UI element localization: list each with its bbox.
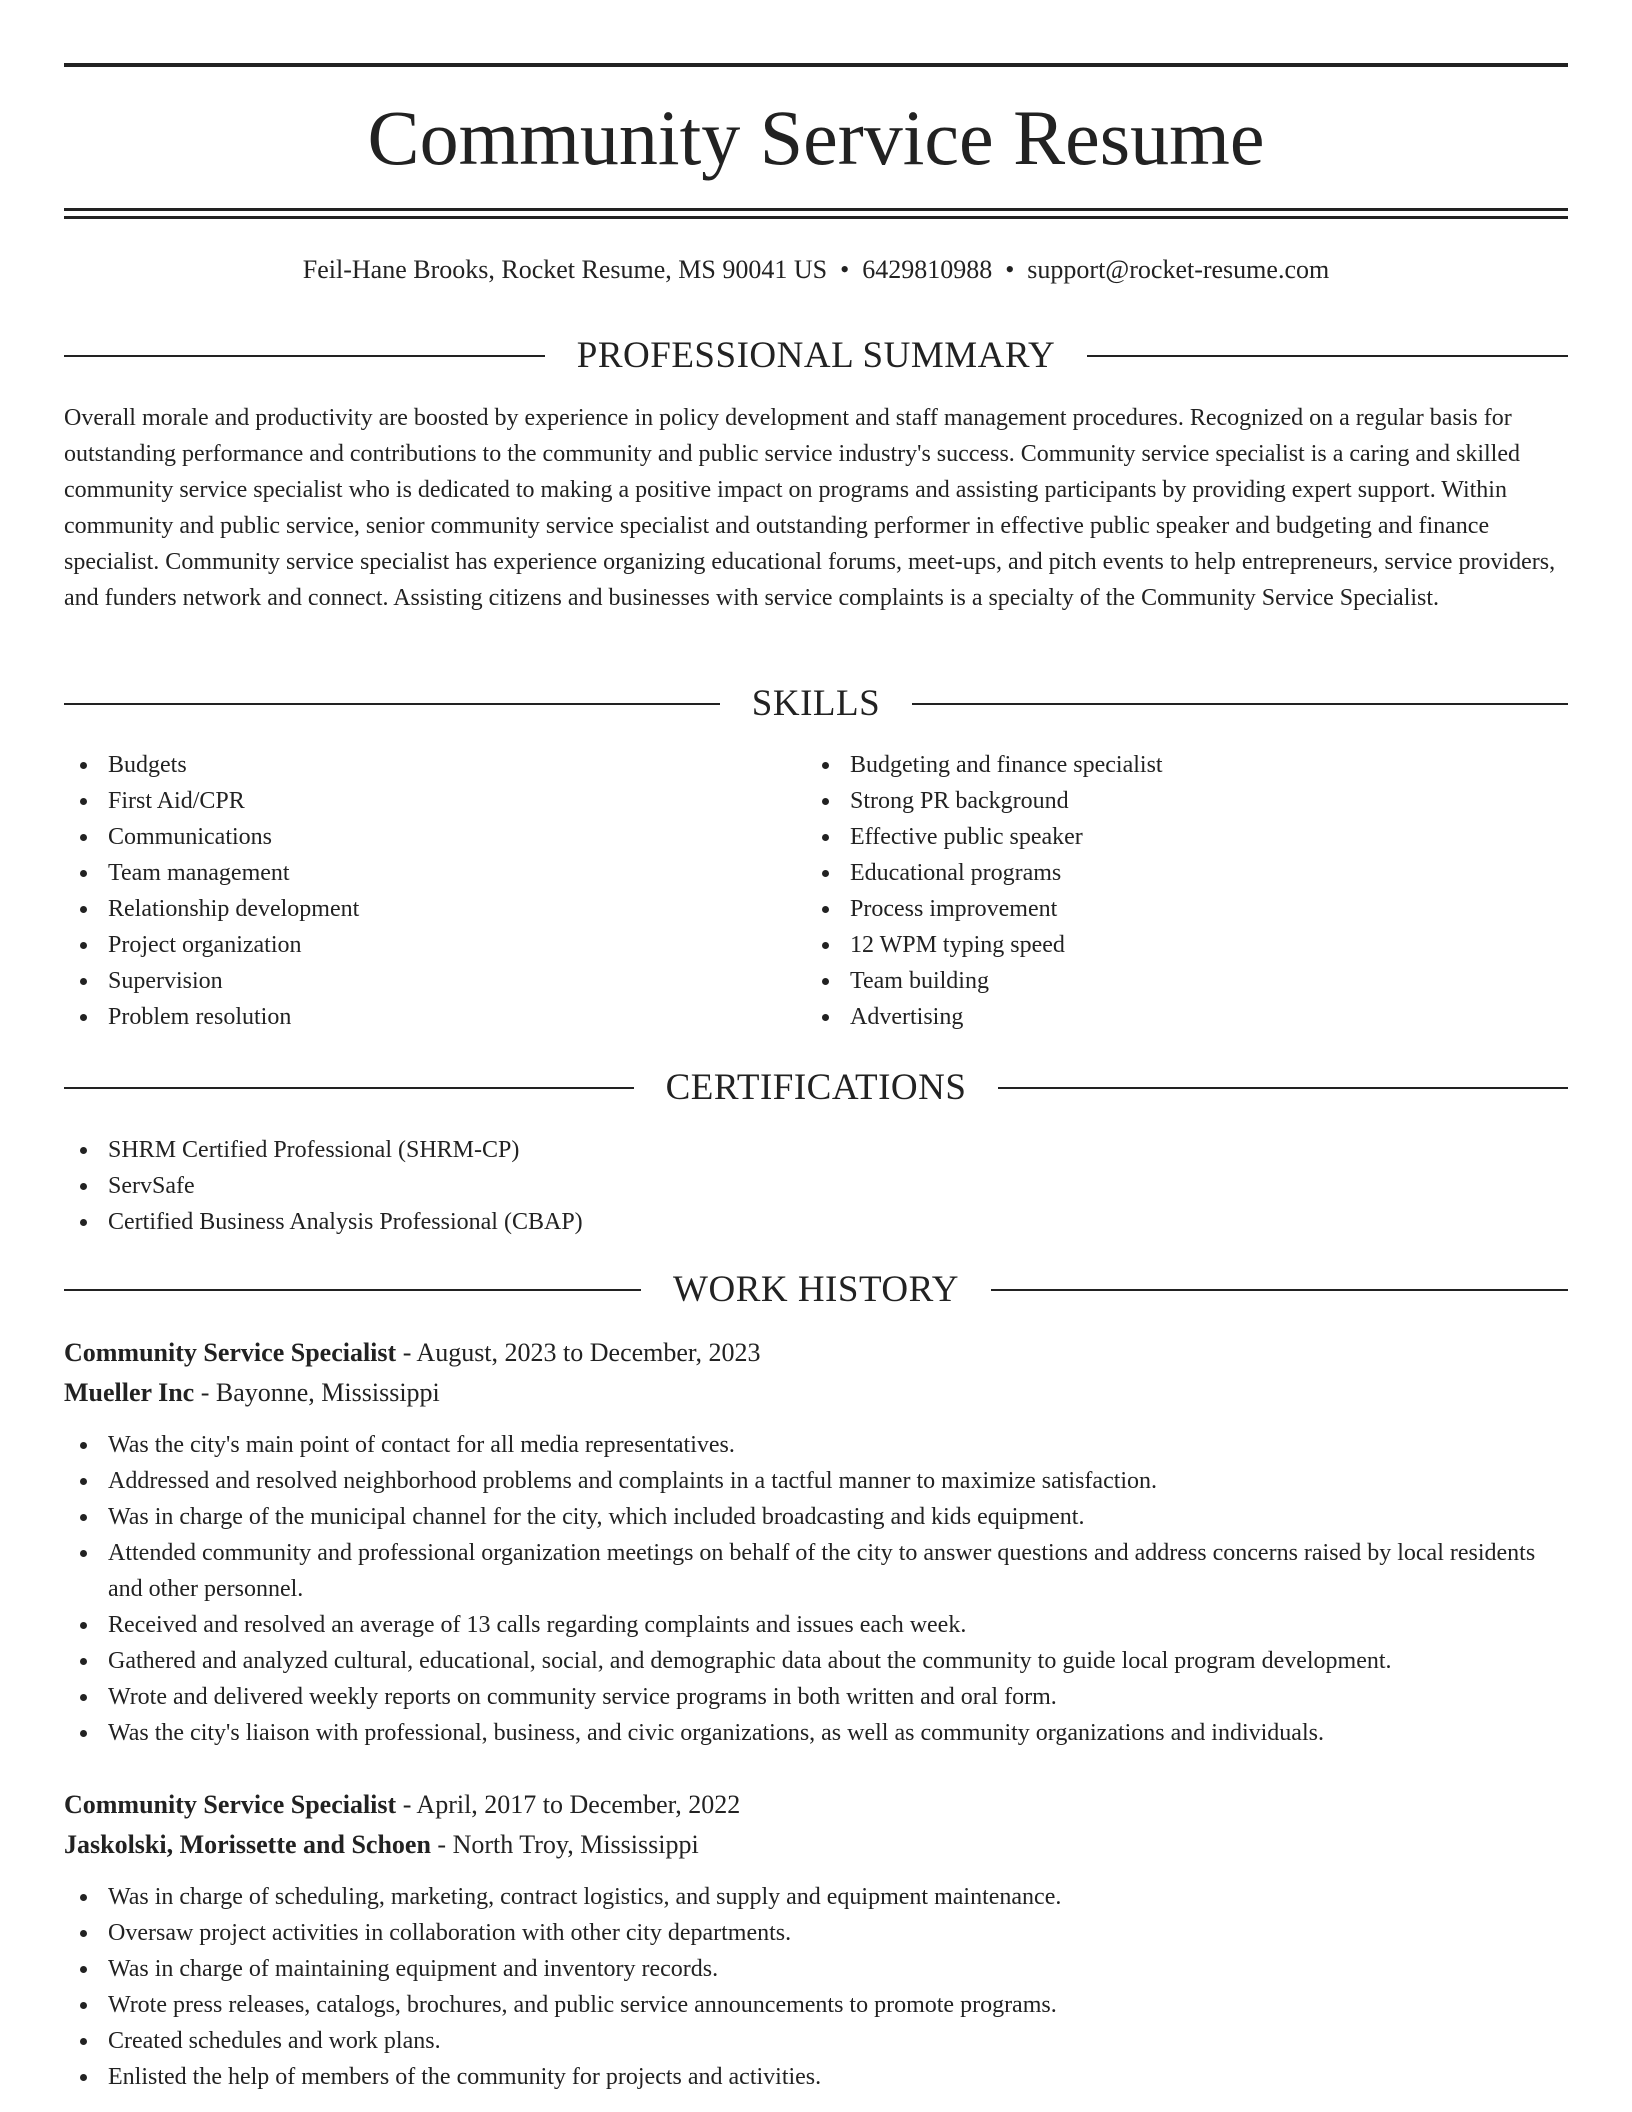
skill-item: Advertising [806, 999, 1506, 1035]
contact-line [64, 252, 1568, 288]
contact-separator: • [1005, 255, 1015, 284]
job-bullet: Wrote and delivered weekly reports on community service programs in both written and oral form. [64, 1679, 1568, 1715]
resume-title: Community Service Resume [367, 94, 1265, 181]
skill-item: Strong PR background [806, 783, 1506, 819]
skill-item: Effective public speaker [806, 819, 1506, 855]
job-bullet: Enlisted the help of members of the community for projects and activities. [64, 2059, 1568, 2095]
job-bullet: Was in charge of the municipal channel for the city, which included broadcasting and kids equipment. [64, 1499, 1568, 1535]
job-location: - North Troy, Mississippi [430, 1830, 699, 1859]
job-bullet: Gathered and analyzed cultural, educational, social, and demographic data about the community to guide local program development. [64, 1643, 1568, 1679]
skill-item: First Aid/CPR [64, 783, 764, 819]
skill-item: Project organization [64, 927, 764, 963]
skill-item: Educational programs [806, 855, 1506, 891]
section-heading-work-history [64, 1266, 1568, 1314]
job-location: - Bayonne, Mississippi [194, 1378, 440, 1407]
skills-list-left [64, 747, 764, 1035]
job-bullet: Was the city's liaison with professional, business, and civic organizations, as well as community organizations and individuals. [64, 1715, 1568, 1751]
job-company-line [64, 1825, 1568, 1865]
heading-rule-right [998, 1087, 1568, 1089]
job-title-line [64, 1333, 1568, 1373]
heading-rule-left [64, 1289, 641, 1291]
skill-item: Communications [64, 819, 764, 855]
job-dates: - April, 2017 to December, 2022 [396, 1790, 741, 1819]
heading-rule-left [64, 703, 720, 705]
heading-rule-right [912, 703, 1568, 705]
skill-item: 12 WPM typing speed [806, 927, 1506, 963]
job-bullets [64, 1427, 1568, 1751]
job-company-line [64, 1373, 1568, 1413]
certifications-heading: CERTIFICATIONS [665, 1067, 967, 1108]
contact-address: Feil-Hane Brooks, Rocket Resume, MS 90041 US [302, 255, 828, 284]
section-heading-skills [64, 680, 1568, 728]
work-history-heading: WORK HISTORY [673, 1269, 959, 1310]
job-bullet: Was in charge of scheduling, marketing, contract logistics, and supply and equipment maintenance. [64, 1879, 1568, 1915]
job-bullet: Was the city's main point of contact for all media representatives. [64, 1427, 1568, 1463]
section-heading-summary [64, 332, 1568, 380]
contact-phone: 6429810988 [862, 255, 993, 284]
heading-rule-right [1087, 355, 1568, 357]
heading-rule-right [991, 1289, 1568, 1291]
header-top-rule [64, 63, 1568, 67]
header-double-rule-lower [64, 216, 1568, 219]
job-bullet: Addressed and resolved neighborhood problems and complaints in a tactful manner to maximize satisfaction. [64, 1463, 1568, 1499]
heading-rule-left [64, 1087, 634, 1089]
skill-item: Team building [806, 963, 1506, 999]
certification-item: ServSafe [64, 1168, 1568, 1204]
skill-item: Team management [64, 855, 764, 891]
job-company: Jaskolski, Morissette and Schoen [64, 1830, 431, 1859]
certification-item: SHRM Certified Professional (SHRM-CP) [64, 1132, 1568, 1168]
skill-item: Relationship development [64, 891, 764, 927]
header-double-rule-upper [64, 208, 1568, 211]
certifications-list [64, 1132, 1568, 1240]
heading-rule-left [64, 355, 545, 357]
certification-item: Certified Business Analysis Professional (CBAP) [64, 1204, 1568, 1240]
section-heading-certifications [64, 1064, 1568, 1112]
skill-item: Problem resolution [64, 999, 764, 1035]
skill-item: Budgeting and finance specialist [806, 747, 1506, 783]
skill-item: Process improvement [806, 891, 1506, 927]
skills-list-right [806, 747, 1506, 1035]
job-bullet: Attended community and professional organization meetings on behalf of the city to answer questions and address concerns raised by local residents and other personnel. [64, 1535, 1568, 1607]
job-bullet: Wrote press releases, catalogs, brochures, and public service announcements to promote programs. [64, 1987, 1568, 2023]
job-bullet: Oversaw project activities in collaboration with other city departments. [64, 1915, 1568, 1951]
contact-email: support@rocket-resume.com [1027, 255, 1330, 284]
job-bullets [64, 1879, 1568, 2095]
summary-text: Overall morale and productivity are boosted by experience in policy development and staff management procedures. Recognized on a regular basis for outstanding performance and contributions to the community and public service industry's success. Community service specialist is a caring and skilled community service specialist who is dedicated to making a positive impact on programs and assisting participants by providing expert support. Within community and public service, senior community service specialist and outstanding performer in effective public speaker and budgeting and finance specialist. Community service specialist has experience organizing educational forums, meet-ups, and pitch events to help entrepreneurs, service providers, and funders network and connect. Assisting citizens and businesses with service complaints is a specialty of the Community Service Specialist. [64, 405, 1556, 611]
job-bullet: Created schedules and work plans. [64, 2023, 1568, 2059]
skills-heading: SKILLS [751, 683, 881, 724]
job-title-line [64, 1785, 1568, 1825]
job-company: Mueller Inc [64, 1378, 195, 1407]
contact-separator: • [840, 255, 850, 284]
summary-heading: PROFESSIONAL SUMMARY [576, 335, 1056, 376]
job-title: Community Service Specialist [64, 1338, 397, 1367]
skill-item: Budgets [64, 747, 764, 783]
skill-item: Supervision [64, 963, 764, 999]
job-bullet: Received and resolved an average of 13 calls regarding complaints and issues each week. [64, 1607, 1568, 1643]
job-title: Community Service Specialist [64, 1790, 397, 1819]
job-dates: - August, 2023 to December, 2023 [396, 1338, 761, 1367]
job-bullet: Was in charge of maintaining equipment and inventory records. [64, 1951, 1568, 1987]
